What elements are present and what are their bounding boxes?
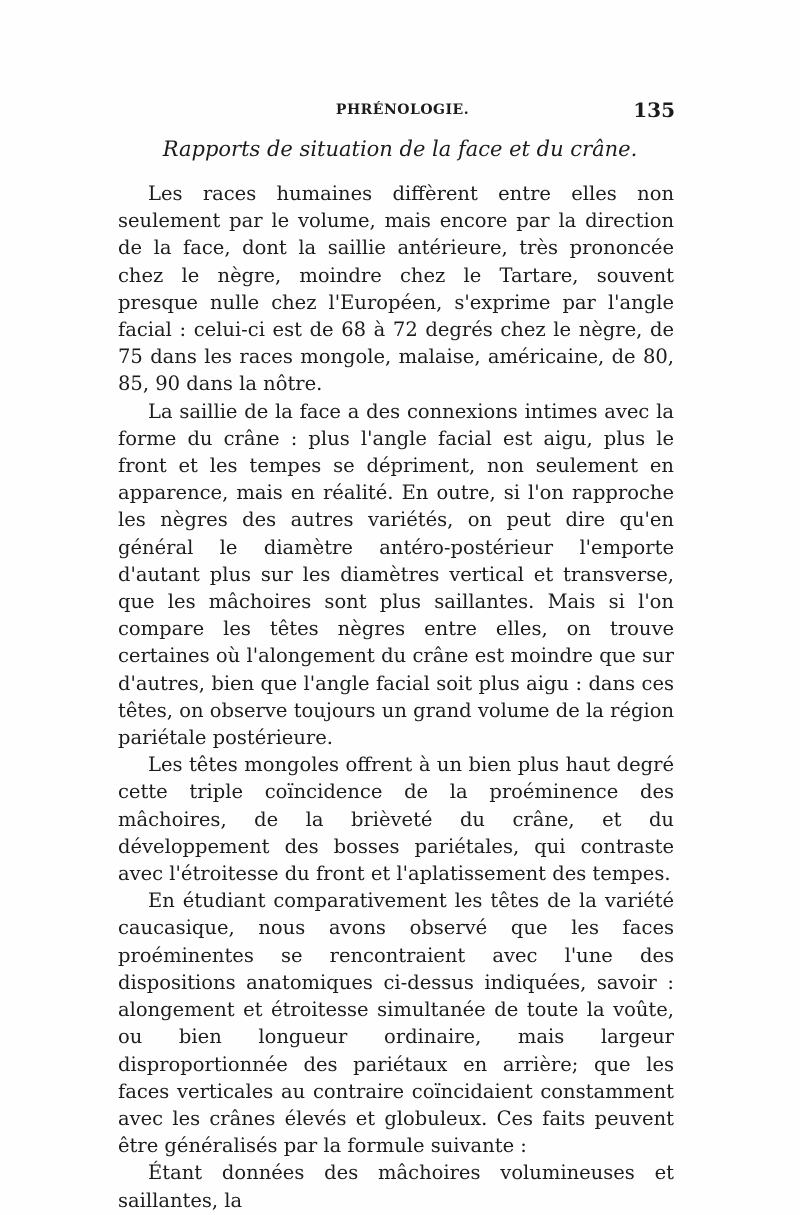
paragraph-2: La saillie de la face a des connexions intimes avec la forme du crâne : plus l'angle facial est aigu, plus le front et les tempes se dépriment, non seulement en apparence, mais en réalité. En outre, si l'on rapproche les nègres des autres variétés, on peut dire qu'en général le diamètre antéro-postérieur l'emporte d'autant plus sur les diamètres vertical et transverse, que les mâchoires sont plus saillantes. Mais si l'on compare les têtes nègres entre elles, on trouve certaines où l'alongement du crâne est moindre que sur d'autres, bien que l'angle facial soit plus aigu : dans ces têtes, on observe toujours un grand volume de la région pariétale postérieure. (118, 399, 674, 750)
paragraph-5: Étant données des mâchoires volumineuses et saillantes, la (118, 1161, 674, 1212)
page-number: 135 (633, 98, 675, 122)
page-header (130, 98, 675, 124)
paragraph-1: Les races humaines diffèrent entre elles non seulement par le volume, mais encore par la direction de la face, dont la saillie antérieure, très prononcée chez le nègre, moindre chez le Tartare, souvent presque nulle chez l'Européen, s'exprime par l'angle facial : celui-ci est de 68 à 72 degrés chez le nègre, de 75 dans les races mongole, malaise, américaine, de 80, 85, 90 dans la nôtre. (118, 182, 674, 396)
running-title: PHRÉNOLOGIE. (335, 102, 470, 118)
paragraph-3: Les têtes mongoles offrent à un bien plus haut degré cette triple coïncidence de la proéminence des mâchoires, de la brièveté du crâne, et du développement des bosses pariétales, qui contraste avec l'étroitesse du front et l'aplatissement des tempes. (118, 753, 674, 886)
body-text (118, 180, 674, 1214)
paragraph-4: En étudiant comparativement les têtes de la variété caucasique, nous avons observé que les faces proéminentes se rencontraient avec l'une des dispositions anatomiques ci-dessus indiquées, savoir : alongement et étroitesse simultanée de toute la voûte, ou bien longueur ordinaire, mais largeur disproportionnée des pariétaux en arrière; que les faces verticales au contraire coïncidaient constamment avec les crânes élevés et globuleux. Ces faits peuvent être généralisés par la formule suivante : (118, 889, 674, 1158)
section-title: Rapports de situation de la face et du crâne. (162, 137, 638, 161)
